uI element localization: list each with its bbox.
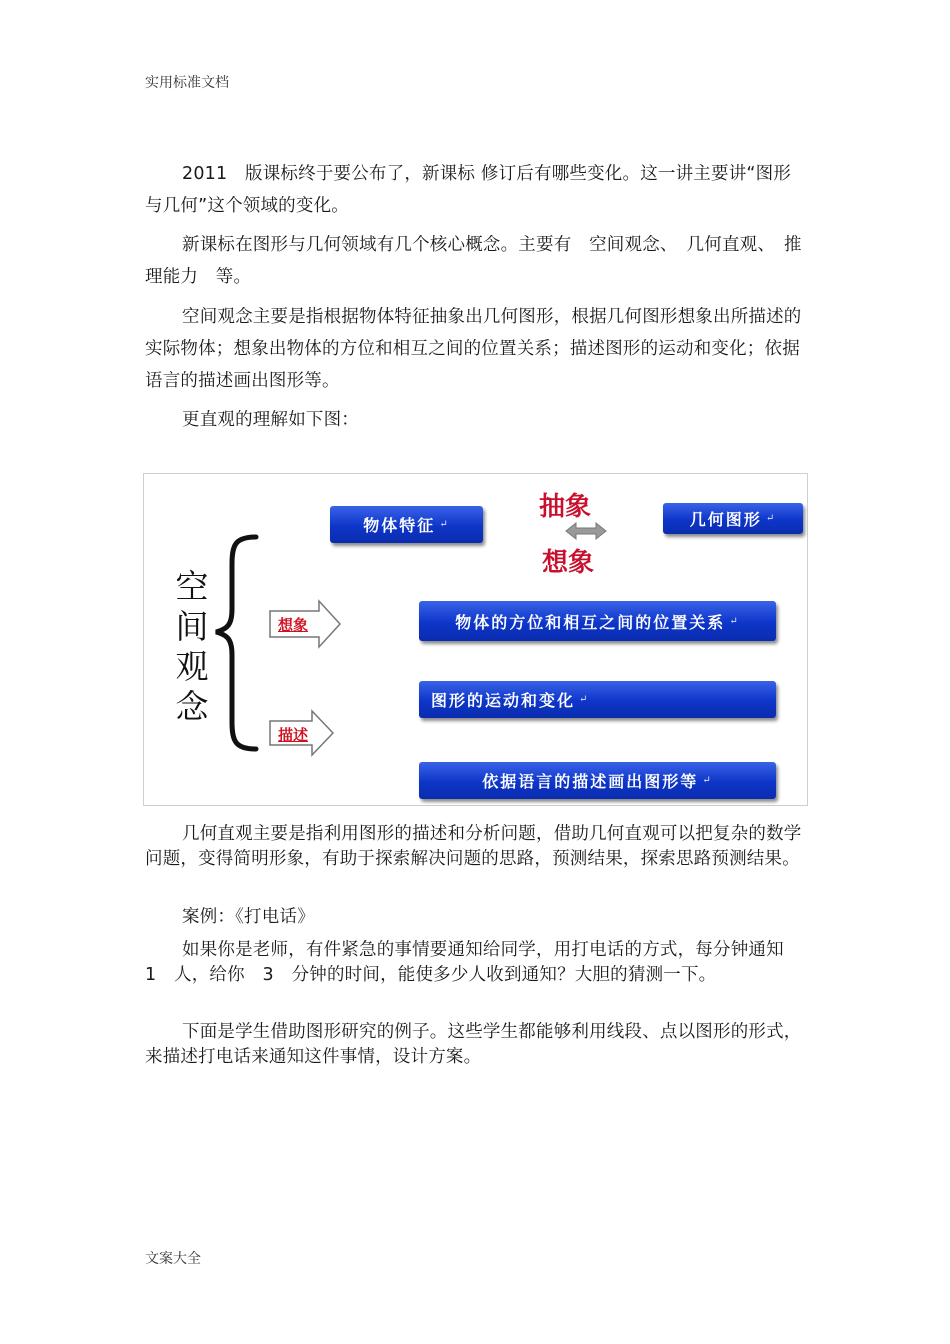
box-position-relation-label: 物体的方位和相互之间的位置关系 bbox=[455, 612, 726, 632]
paragraph-intro: 2011 版课标终于要公布了，新课标 修订后有哪些变化。这一讲主要讲“图形与几何”这个领域的变化。 bbox=[145, 164, 792, 216]
box-geometric-figure bbox=[663, 503, 803, 534]
red-word-abstract: 抽象 bbox=[539, 492, 592, 522]
box-motion-change bbox=[419, 681, 776, 718]
box-draw-by-language-label: 依据语言的描述画出图形等 bbox=[482, 772, 699, 791]
paragraph-core-concepts: 新课标在图形与几何领域有几个核心概念。主要有 空间观念、 几何直观、 推理能力 等。 bbox=[145, 235, 802, 287]
return-mark: ↵ bbox=[702, 775, 713, 786]
arrow-describe-label: 描述 bbox=[278, 726, 309, 744]
return-mark: ↵ bbox=[765, 513, 777, 524]
paragraph-spatial-concept: 空间观念主要是指根据物体特征抽象出几何图形，根据几何图形想象出所描述的实际物体；想象出物体的方位和相互之间的位置关系；描述图形的运动和变化；依据语言的描述画出图形等。 bbox=[145, 307, 802, 391]
return-mark: ↵ bbox=[579, 694, 590, 705]
red-word-imagine: 想象 bbox=[542, 548, 595, 578]
arrow-imagine-label: 想象 bbox=[278, 616, 309, 634]
box-draw-by-language bbox=[419, 762, 776, 799]
return-mark: ↵ bbox=[439, 519, 450, 530]
curly-brace bbox=[216, 537, 256, 749]
paragraph-case-title: 案例：《打电话》 bbox=[182, 907, 315, 927]
spatial-concept-diagram bbox=[143, 473, 808, 806]
page-header: 实用标准文档 bbox=[145, 75, 229, 91]
page-footer: 文案大全 bbox=[145, 1251, 201, 1267]
return-mark: ↵ bbox=[729, 615, 740, 627]
vertical-title: 空间观念 bbox=[175, 567, 209, 726]
double-arrow-icon bbox=[566, 523, 606, 539]
paragraph-geometric-intuition: 几何直观主要是指利用图形的描述和分析问题，借助几何直观可以把复杂的数学问题，变得简明形象，有助于探索解决问题的思路，预测结果，探索思路预测结果。 bbox=[145, 824, 802, 869]
box-object-features-label: 物体特征 bbox=[363, 516, 436, 535]
paragraph-figure-intro: 更直观的理解如下图： bbox=[182, 410, 359, 430]
box-geometric-figure-label: 几何图形 bbox=[689, 510, 762, 529]
paragraph-student-examples: 下面是学生借助图形研究的例子。这些学生都能够利用线段、点以图形的形式，来描述打电话来通知这件事情，设计方案。 bbox=[145, 1022, 802, 1067]
box-object-features bbox=[330, 506, 483, 543]
box-position-relation bbox=[419, 601, 776, 641]
paragraph-case-question: 如果你是老师，有件紧急的事情要通知给同学，用打电话的方式，每分钟通知 1 人，给你 3 分钟的时间，能使多少人收到通知？大胆的猜测一下。 bbox=[145, 940, 802, 985]
box-motion-change-label: 图形的运动和变化 bbox=[431, 691, 576, 710]
